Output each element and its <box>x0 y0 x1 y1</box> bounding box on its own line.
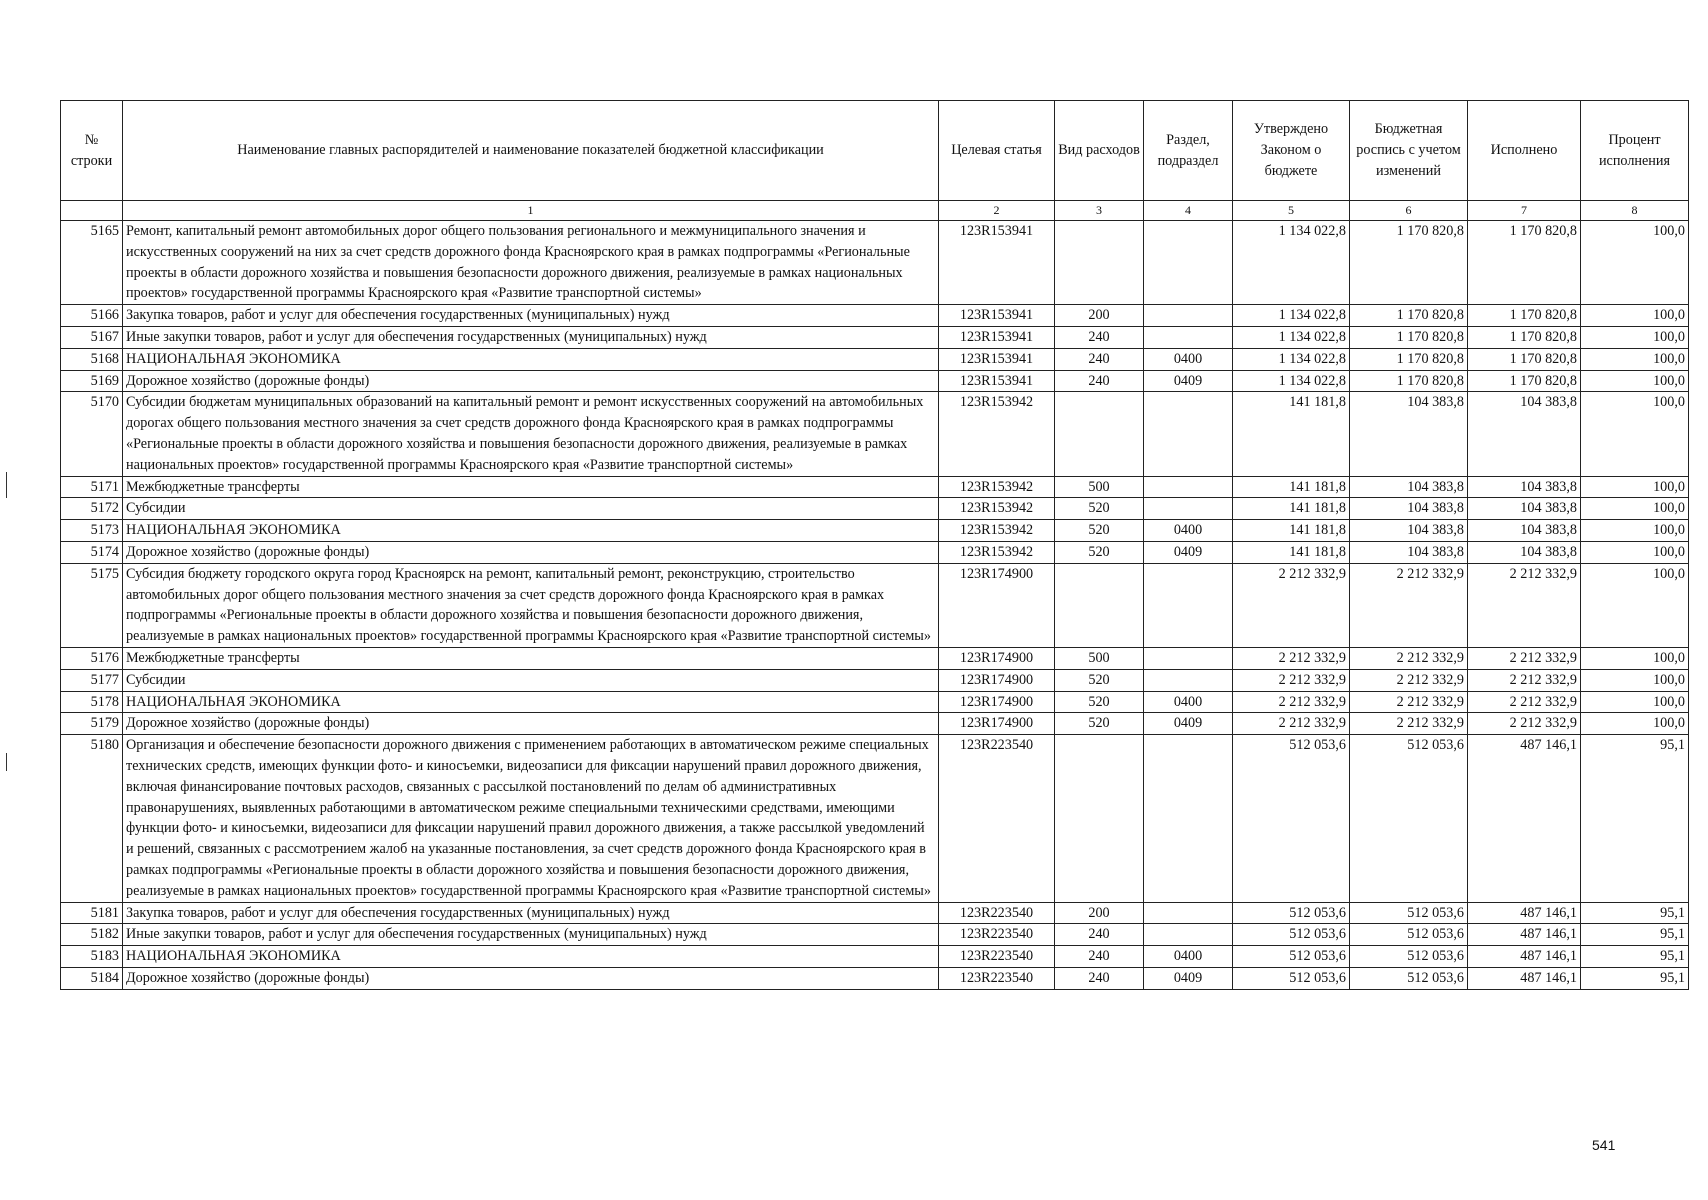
col-header-kind: Вид расходов <box>1055 101 1144 201</box>
expense-kind-cell <box>1055 392 1144 476</box>
percent-cell: 100,0 <box>1581 563 1689 647</box>
target-article-cell: 123R223540 <box>939 735 1055 902</box>
budget-amount-cell: 104 383,8 <box>1350 392 1468 476</box>
table-row <box>61 563 1689 647</box>
approved-amount-cell: 141 181,8 <box>1233 498 1350 520</box>
table-row <box>61 370 1689 392</box>
approved-amount-cell: 512 053,6 <box>1233 924 1350 946</box>
section-cell: 0409 <box>1144 370 1233 392</box>
scan-artifact <box>6 472 7 498</box>
approved-amount-cell: 512 053,6 <box>1233 902 1350 924</box>
row-name-cell: Межбюджетные трансферты <box>123 647 939 669</box>
table-row <box>61 902 1689 924</box>
target-article-cell: 123R153942 <box>939 392 1055 476</box>
row-name-cell: Иные закупки товаров, работ и услуг для обеспечения государственных (муниципальных) нужд <box>123 326 939 348</box>
row-number-cell: 5180 <box>61 735 123 902</box>
percent-cell: 95,1 <box>1581 924 1689 946</box>
budget-amount-cell: 512 053,6 <box>1350 967 1468 989</box>
budget-amount-cell: 2 212 332,9 <box>1350 647 1468 669</box>
row-number-cell: 5169 <box>61 370 123 392</box>
expense-kind-cell: 240 <box>1055 967 1144 989</box>
executed-amount-cell: 104 383,8 <box>1468 476 1581 498</box>
target-article-cell: 123R153941 <box>939 221 1055 305</box>
target-article-cell: 123R174900 <box>939 563 1055 647</box>
row-number-cell: 5166 <box>61 305 123 327</box>
approved-amount-cell: 1 134 022,8 <box>1233 305 1350 327</box>
table-row <box>61 647 1689 669</box>
col-number: 2 <box>939 201 1055 221</box>
percent-cell: 100,0 <box>1581 541 1689 563</box>
expense-kind-cell: 500 <box>1055 476 1144 498</box>
target-article-cell: 123R153941 <box>939 348 1055 370</box>
row-number-cell: 5175 <box>61 563 123 647</box>
percent-cell: 100,0 <box>1581 691 1689 713</box>
expense-kind-cell: 240 <box>1055 946 1144 968</box>
approved-amount-cell: 141 181,8 <box>1233 541 1350 563</box>
section-cell: 0400 <box>1144 691 1233 713</box>
budget-amount-cell: 1 170 820,8 <box>1350 305 1468 327</box>
col-header-percent: Процент исполнения <box>1581 101 1689 201</box>
row-name-cell: Иные закупки товаров, работ и услуг для обеспечения государственных (муниципальных) нужд <box>123 924 939 946</box>
col-header-section: Раздел, подраздел <box>1144 101 1233 201</box>
percent-cell: 100,0 <box>1581 305 1689 327</box>
expense-kind-cell: 240 <box>1055 348 1144 370</box>
budget-amount-cell: 512 053,6 <box>1350 924 1468 946</box>
approved-amount-cell: 1 134 022,8 <box>1233 348 1350 370</box>
expense-kind-cell: 240 <box>1055 326 1144 348</box>
target-article-cell: 123R174900 <box>939 713 1055 735</box>
percent-cell: 100,0 <box>1581 713 1689 735</box>
executed-amount-cell: 2 212 332,9 <box>1468 647 1581 669</box>
approved-amount-cell: 141 181,8 <box>1233 392 1350 476</box>
approved-amount-cell: 141 181,8 <box>1233 520 1350 542</box>
section-cell <box>1144 392 1233 476</box>
row-number-cell: 5171 <box>61 476 123 498</box>
table-row <box>61 520 1689 542</box>
column-number-row <box>61 201 1689 221</box>
target-article-cell: 123R223540 <box>939 924 1055 946</box>
executed-amount-cell: 1 170 820,8 <box>1468 305 1581 327</box>
budget-amount-cell: 1 170 820,8 <box>1350 348 1468 370</box>
row-number-cell: 5181 <box>61 902 123 924</box>
executed-amount-cell: 104 383,8 <box>1468 541 1581 563</box>
section-cell: 0409 <box>1144 713 1233 735</box>
budget-amount-cell: 512 053,6 <box>1350 902 1468 924</box>
expense-kind-cell: 500 <box>1055 647 1144 669</box>
table-row <box>61 498 1689 520</box>
target-article-cell: 123R223540 <box>939 946 1055 968</box>
expense-kind-cell: 200 <box>1055 902 1144 924</box>
row-name-cell: Субсидии <box>123 669 939 691</box>
budget-amount-cell: 2 212 332,9 <box>1350 669 1468 691</box>
budget-amount-cell: 2 212 332,9 <box>1350 563 1468 647</box>
target-article-cell: 123R153941 <box>939 370 1055 392</box>
percent-cell: 100,0 <box>1581 370 1689 392</box>
row-name-cell: Ремонт, капитальный ремонт автомобильных дорог общего пользования регионального и межмуниципального значения и искусственных сооружений на них за счет средств дорожного фонда Красноярского края в рамках подпрограммы «Региональные проекты в области дорожного хозяйства и повышения безопасности дорожного движения, реализуемые в рамках национальных проектов» государственной программы Красноярского края «Развитие транспортной системы» <box>123 221 939 305</box>
table-row <box>61 669 1689 691</box>
budget-amount-cell: 1 170 820,8 <box>1350 221 1468 305</box>
percent-cell: 95,1 <box>1581 735 1689 902</box>
executed-amount-cell: 487 146,1 <box>1468 967 1581 989</box>
row-name-cell: Дорожное хозяйство (дорожные фонды) <box>123 541 939 563</box>
executed-amount-cell: 2 212 332,9 <box>1468 563 1581 647</box>
target-article-cell: 123R153942 <box>939 476 1055 498</box>
table-row <box>61 735 1689 902</box>
approved-amount-cell: 512 053,6 <box>1233 946 1350 968</box>
row-number-cell: 5183 <box>61 946 123 968</box>
table-row <box>61 691 1689 713</box>
col-header-row-no: № строки <box>61 101 123 201</box>
row-name-cell: Дорожное хозяйство (дорожные фонды) <box>123 713 939 735</box>
target-article-cell: 123R153942 <box>939 541 1055 563</box>
row-name-cell: Закупка товаров, работ и услуг для обеспечения государственных (муниципальных) нужд <box>123 902 939 924</box>
section-cell <box>1144 305 1233 327</box>
budget-amount-cell: 1 170 820,8 <box>1350 326 1468 348</box>
executed-amount-cell: 487 146,1 <box>1468 902 1581 924</box>
executed-amount-cell: 1 170 820,8 <box>1468 370 1581 392</box>
approved-amount-cell: 512 053,6 <box>1233 967 1350 989</box>
col-header-budget: Бюджетная роспись с учетом изменений <box>1350 101 1468 201</box>
percent-cell: 100,0 <box>1581 221 1689 305</box>
budget-table <box>60 100 1689 990</box>
approved-amount-cell: 1 134 022,8 <box>1233 221 1350 305</box>
section-cell <box>1144 924 1233 946</box>
row-number-cell: 5174 <box>61 541 123 563</box>
row-number-cell: 5172 <box>61 498 123 520</box>
section-cell: 0409 <box>1144 967 1233 989</box>
percent-cell: 100,0 <box>1581 520 1689 542</box>
approved-amount-cell: 2 212 332,9 <box>1233 669 1350 691</box>
row-name-cell: Субсидия бюджету городского округа город Красноярск на ремонт, капитальный ремонт, реконструкцию, строительство автомобильных дорог общего пользования местного значения за счет средств дорожного фонда Красноярского края в рамках подпрограммы «Региональные проекты в области дорожного хозяйства и повышения безопасности дорожного движения, реализуемые в рамках национальных проектов» государственной программы Красноярского края «Развитие транспортной системы» <box>123 563 939 647</box>
row-number-cell: 5168 <box>61 348 123 370</box>
row-number-cell: 5182 <box>61 924 123 946</box>
col-header-target: Целевая статья <box>939 101 1055 201</box>
budget-amount-cell: 2 212 332,9 <box>1350 691 1468 713</box>
approved-amount-cell: 141 181,8 <box>1233 476 1350 498</box>
table-row <box>61 967 1689 989</box>
budget-amount-cell: 1 170 820,8 <box>1350 370 1468 392</box>
row-name-cell: НАЦИОНАЛЬНАЯ ЭКОНОМИКА <box>123 946 939 968</box>
table-row <box>61 305 1689 327</box>
row-number-cell: 5173 <box>61 520 123 542</box>
expense-kind-cell: 520 <box>1055 541 1144 563</box>
executed-amount-cell: 104 383,8 <box>1468 392 1581 476</box>
executed-amount-cell: 487 146,1 <box>1468 924 1581 946</box>
row-number-cell: 5170 <box>61 392 123 476</box>
approved-amount-cell: 2 212 332,9 <box>1233 691 1350 713</box>
percent-cell: 100,0 <box>1581 392 1689 476</box>
budget-amount-cell: 512 053,6 <box>1350 946 1468 968</box>
col-number: 5 <box>1233 201 1350 221</box>
table-row <box>61 221 1689 305</box>
executed-amount-cell: 487 146,1 <box>1468 735 1581 902</box>
executed-amount-cell: 487 146,1 <box>1468 946 1581 968</box>
executed-amount-cell: 2 212 332,9 <box>1468 713 1581 735</box>
table-row <box>61 713 1689 735</box>
table-row <box>61 946 1689 968</box>
col-number: 1 <box>123 201 939 221</box>
scan-artifact <box>6 753 7 771</box>
expense-kind-cell: 520 <box>1055 691 1144 713</box>
executed-amount-cell: 104 383,8 <box>1468 520 1581 542</box>
target-article-cell: 123R153942 <box>939 498 1055 520</box>
target-article-cell: 123R174900 <box>939 691 1055 713</box>
executed-amount-cell: 1 170 820,8 <box>1468 221 1581 305</box>
row-name-cell: Дорожное хозяйство (дорожные фонды) <box>123 370 939 392</box>
section-cell <box>1144 902 1233 924</box>
col-header-executed: Исполнено <box>1468 101 1581 201</box>
executed-amount-cell: 2 212 332,9 <box>1468 669 1581 691</box>
row-name-cell: Организация и обеспечение безопасности дорожного движения с применением работающих в автоматическом режиме специальных технических средств, имеющих функции фото- и киносъемки, видеозаписи для фиксации нарушений правил дорожного движения, включая финансирование почтовых расходов, связанных с рассылкой постановлений по делам об административных правонарушениях, выявленных работающими в автоматическом режиме специальными техническими средствами, имеющими функции фото- и киносъемки, видеозаписи для фиксации нарушений правил дорожного движения, а также рассылкой уведомлений и решений, связанных с рассмотрением жалоб на указанные постановления, за счет средств дорожного фонда Красноярского края в рамках подпрограммы «Региональные проекты в области дорожного хозяйства и повышения безопасности дорожного движения, реализуемые в рамках национальных проектов» государственной программы Красноярского края «Развитие транспортной системы» <box>123 735 939 902</box>
table-row <box>61 541 1689 563</box>
executed-amount-cell: 1 170 820,8 <box>1468 348 1581 370</box>
header-row <box>61 101 1689 201</box>
target-article-cell: 123R174900 <box>939 669 1055 691</box>
col-header-name: Наименование главных распорядителей и наименование показателей бюджетной классификации <box>123 101 939 201</box>
row-name-cell: Дорожное хозяйство (дорожные фонды) <box>123 967 939 989</box>
target-article-cell: 123R153941 <box>939 305 1055 327</box>
row-number-cell: 5177 <box>61 669 123 691</box>
percent-cell: 100,0 <box>1581 326 1689 348</box>
expense-kind-cell: 520 <box>1055 713 1144 735</box>
col-number: 4 <box>1144 201 1233 221</box>
row-name-cell: Субсидии бюджетам муниципальных образований на капитальный ремонт и ремонт искусственных сооружений на автомобильных дорогах общего пользования местного значения за счет средств дорожного фонда Красноярского края в рамках подпрограммы «Региональные проекты в области дорожного хозяйства и повышения безопасности дорожного движения, реализуемые в рамках национальных проектов» государственной программы Красноярского края «Развитие транспортной системы» <box>123 392 939 476</box>
section-cell <box>1144 498 1233 520</box>
expense-kind-cell: 520 <box>1055 498 1144 520</box>
row-number-cell: 5184 <box>61 967 123 989</box>
percent-cell: 95,1 <box>1581 967 1689 989</box>
expense-kind-cell <box>1055 563 1144 647</box>
budget-amount-cell: 2 212 332,9 <box>1350 713 1468 735</box>
row-number-cell: 5167 <box>61 326 123 348</box>
target-article-cell: 123R223540 <box>939 902 1055 924</box>
row-name-cell: НАЦИОНАЛЬНАЯ ЭКОНОМИКА <box>123 348 939 370</box>
row-number-cell: 5176 <box>61 647 123 669</box>
budget-amount-cell: 104 383,8 <box>1350 520 1468 542</box>
row-number-cell: 5178 <box>61 691 123 713</box>
table-row <box>61 348 1689 370</box>
table-row <box>61 326 1689 348</box>
row-number-cell: 5179 <box>61 713 123 735</box>
approved-amount-cell: 2 212 332,9 <box>1233 647 1350 669</box>
section-cell <box>1144 326 1233 348</box>
row-number-cell: 5165 <box>61 221 123 305</box>
executed-amount-cell: 1 170 820,8 <box>1468 326 1581 348</box>
target-article-cell: 123R223540 <box>939 967 1055 989</box>
section-cell <box>1144 735 1233 902</box>
row-name-cell: Межбюджетные трансферты <box>123 476 939 498</box>
section-cell: 0400 <box>1144 946 1233 968</box>
approved-amount-cell: 512 053,6 <box>1233 735 1350 902</box>
executed-amount-cell: 2 212 332,9 <box>1468 691 1581 713</box>
table-row <box>61 392 1689 476</box>
approved-amount-cell: 2 212 332,9 <box>1233 563 1350 647</box>
section-cell <box>1144 476 1233 498</box>
expense-kind-cell: 240 <box>1055 370 1144 392</box>
row-name-cell: Закупка товаров, работ и услуг для обеспечения государственных (муниципальных) нужд <box>123 305 939 327</box>
row-name-cell: НАЦИОНАЛЬНАЯ ЭКОНОМИКА <box>123 520 939 542</box>
col-number: 7 <box>1468 201 1581 221</box>
table-row <box>61 924 1689 946</box>
col-number <box>61 201 123 221</box>
expense-kind-cell <box>1055 735 1144 902</box>
approved-amount-cell: 1 134 022,8 <box>1233 326 1350 348</box>
percent-cell: 100,0 <box>1581 669 1689 691</box>
target-article-cell: 123R153941 <box>939 326 1055 348</box>
percent-cell: 95,1 <box>1581 946 1689 968</box>
section-cell: 0400 <box>1144 348 1233 370</box>
expense-kind-cell: 520 <box>1055 669 1144 691</box>
col-number: 8 <box>1581 201 1689 221</box>
col-header-approved: Утверждено Законом о бюджете <box>1233 101 1350 201</box>
row-name-cell: НАЦИОНАЛЬНАЯ ЭКОНОМИКА <box>123 691 939 713</box>
table-row <box>61 476 1689 498</box>
percent-cell: 100,0 <box>1581 647 1689 669</box>
section-cell <box>1144 669 1233 691</box>
executed-amount-cell: 104 383,8 <box>1468 498 1581 520</box>
expense-kind-cell: 200 <box>1055 305 1144 327</box>
target-article-cell: 123R153942 <box>939 520 1055 542</box>
approved-amount-cell: 2 212 332,9 <box>1233 713 1350 735</box>
expense-kind-cell: 520 <box>1055 520 1144 542</box>
col-number: 6 <box>1350 201 1468 221</box>
budget-amount-cell: 104 383,8 <box>1350 541 1468 563</box>
col-number: 3 <box>1055 201 1144 221</box>
expense-kind-cell: 240 <box>1055 924 1144 946</box>
target-article-cell: 123R174900 <box>939 647 1055 669</box>
section-cell <box>1144 221 1233 305</box>
approved-amount-cell: 1 134 022,8 <box>1233 370 1350 392</box>
section-cell <box>1144 563 1233 647</box>
section-cell <box>1144 647 1233 669</box>
percent-cell: 100,0 <box>1581 498 1689 520</box>
expense-kind-cell <box>1055 221 1144 305</box>
page-number: 541 <box>1592 1137 1616 1153</box>
percent-cell: 95,1 <box>1581 902 1689 924</box>
budget-amount-cell: 512 053,6 <box>1350 735 1468 902</box>
section-cell: 0409 <box>1144 541 1233 563</box>
row-name-cell: Субсидии <box>123 498 939 520</box>
percent-cell: 100,0 <box>1581 476 1689 498</box>
budget-amount-cell: 104 383,8 <box>1350 498 1468 520</box>
budget-amount-cell: 104 383,8 <box>1350 476 1468 498</box>
section-cell: 0400 <box>1144 520 1233 542</box>
percent-cell: 100,0 <box>1581 348 1689 370</box>
